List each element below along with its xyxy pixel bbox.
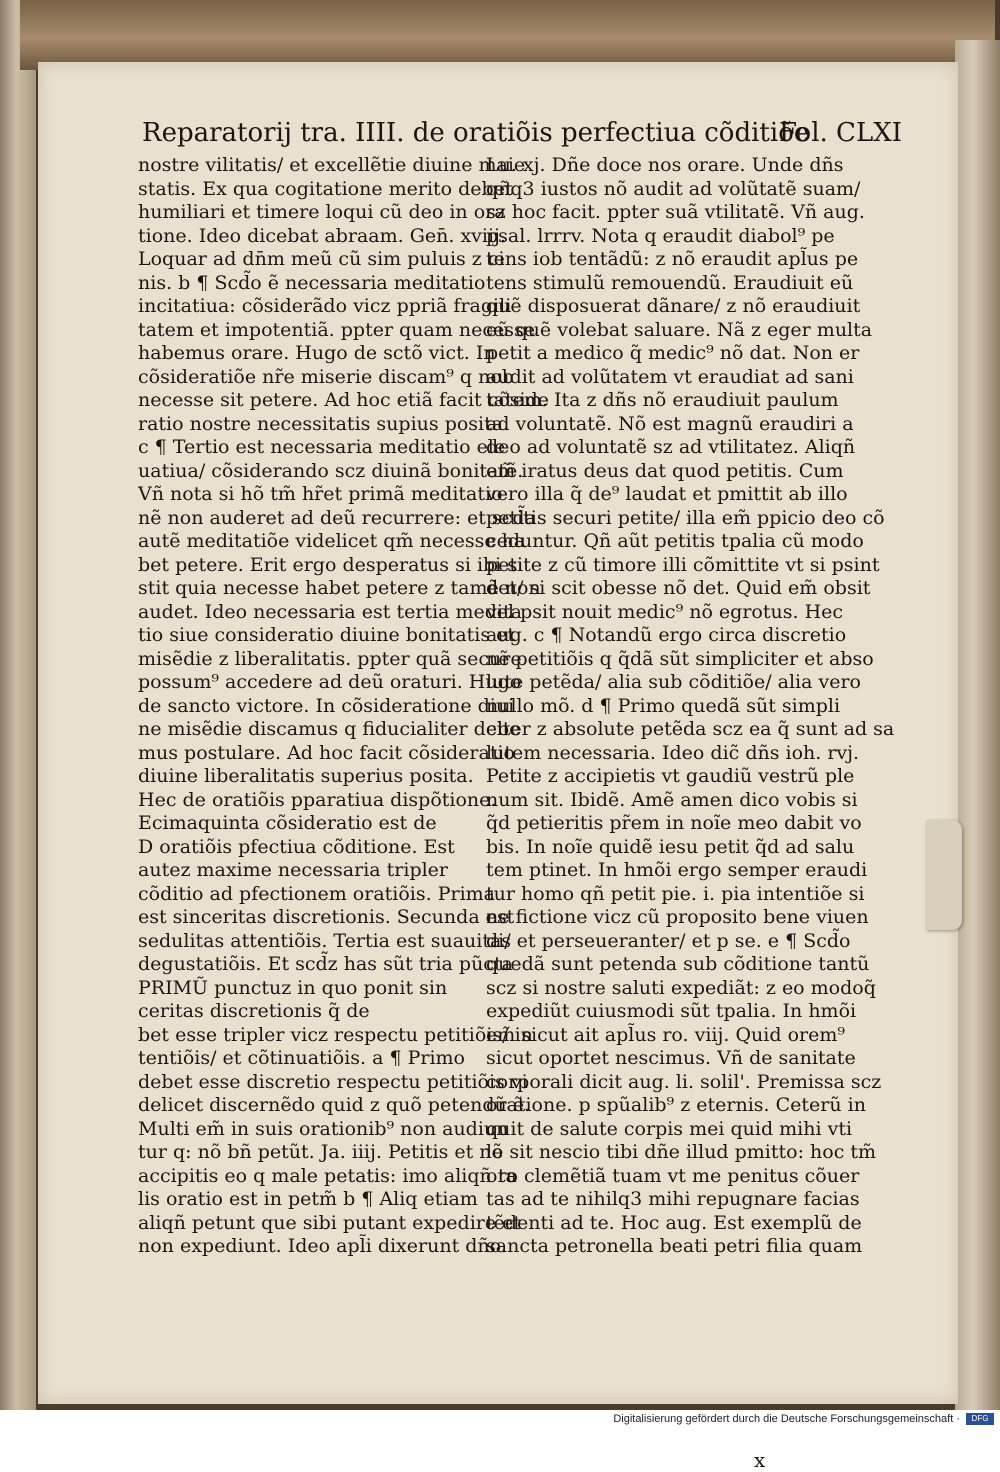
text-line: eũ quẽ volebat saluare. Nã z eger multa [486, 318, 873, 341]
text-line: quit de salute corpis mei quid mihi vti [486, 1117, 853, 1140]
text-line: nis. b ¶ Scd̃o ẽ necessaria meditatio [138, 271, 486, 294]
text-line: Ecimaquinta cõsideratio est de [138, 812, 437, 834]
text-line: nẽ non auderet ad deũ recurrere: et scd̃a [138, 506, 536, 529]
text-line: sicut oportet nescimus. Vñ de sanitate [486, 1047, 856, 1069]
left-text-column [138, 154, 550, 1259]
text-line: necesse sit petere. Ad hoc etiã facit cõside [138, 389, 550, 411]
text-line: tas ad te nihilq3 mihi repugnare facias [486, 1188, 860, 1210]
text-line: quẽ disposuerat dãnare/ z nõ eraudiuit [486, 295, 861, 317]
text-line: aliqñ petunt que sibi putant expedire et [138, 1211, 522, 1234]
text-line: corporali dicit aug. li. solil'. Premissa scz [486, 1070, 882, 1093]
text-line: stit quia necesse habet petere z tamẽ non [138, 577, 541, 599]
text-line: qñq3 iustos nõ audit ad volũtatẽ suam/ [486, 177, 861, 200]
text-line: mus postulare. Ad hoc facit cõsideratio [138, 741, 515, 764]
text-line: di/ et perseueranter/ et p se. e ¶ Scd̃o [486, 929, 851, 952]
text-line: q̃d petieritis pr̃em in noĩe meo dabit vo [486, 812, 862, 834]
text-line: habemus orare. Hugo de sctõ vict. In [138, 342, 496, 364]
page-marker-tab [926, 820, 962, 930]
folio-number: Fol. CLXI [778, 118, 902, 148]
text-line: petit a medico q̃ medic⁹ nõ dat. Non er [486, 342, 860, 364]
text-line: ne fictione vicz cũ proposito bene viuen [486, 906, 869, 928]
text-line: tatem et impotentiã. ppter quam necesse [138, 318, 535, 341]
text-line: autẽ meditatiõe videlicet qm̃ necesse ha [138, 530, 526, 552]
text-line: nẽ petitiõis q q̃dã sũt simpliciter et abso [486, 647, 874, 670]
text-line: bis. In noĩe quidẽ iesu petit q̃d ad salu [486, 835, 855, 858]
book-binding-left [0, 0, 36, 1410]
text-line: tem ptinet. In hmõi ergo semper eraudi [486, 859, 868, 881]
text-line: audit ad volũtatem vt eraudiat ad sani [486, 365, 854, 388]
text-line: ad voluntatẽ. Nõ est magnũ eraudiri a [486, 412, 854, 435]
text-line: lis oratio est in petm̃ b ¶ Aliq etiam [138, 1188, 478, 1210]
text-line: degustatiõis. Et scd̃z has sũt tria pũcta [138, 953, 513, 975]
text-line: audet. Ideo necessaria est tertia medita [138, 600, 522, 623]
right-text-column [486, 154, 895, 1259]
text-line: possum⁹ accedere ad deũ oraturi. Hugo [138, 671, 522, 693]
text-line: tur q: nõ bñ petũt. Ja. iiij. Petitis et nõ [138, 1141, 503, 1163]
running-head: Reparatorij tra. IIII. de oratiõis perfectiua cõditiõe [142, 118, 810, 148]
text-line: deo ad voluntatẽ sz ad vtilitatez. Aliqñ [486, 436, 856, 458]
text-line: bet petere. Erit ergo desperatus si ibi si [138, 553, 524, 576]
text-line: vero illa q̃ de⁹ laudat et pmittit ab illo [486, 483, 848, 505]
text-line: tione. Ideo dicebat abraam. Gen̄. xviij. [138, 224, 506, 247]
text-line: Petite z accipietis vt gaudiũ vestrũ ple [486, 765, 855, 787]
text-line: aug. c ¶ Notandũ ergo circa discretio [486, 624, 847, 646]
text-line: citer z absolute petẽda scz ea q̃ sunt ad sa [486, 718, 895, 740]
text-line: tur homo qñ petit pie. i. pia intentiõe si [486, 882, 865, 905]
text-line: ne misẽdie discamus q fiducialiter debe [138, 718, 521, 740]
text-line: c ¶ Tertio est necessaria meditatio ele [138, 436, 506, 458]
text-line: nostre vilitatis/ et excellẽtie diuine maie [138, 154, 526, 176]
text-line: Lu. xj. Dñe doce nos orare. Unde dñs [486, 154, 844, 176]
text-line: sancta petronella beati petri filia quam [486, 1235, 863, 1257]
text-line: PRIMŨ punctuz in quo ponit sin [138, 976, 448, 999]
text-line: humiliari et timere loqui cũ deo in ora [138, 201, 506, 223]
text-line: Loquar ad dn̄m meũ cũ sim puluis z ci [138, 248, 505, 270]
text-line: est sinceritas discretionis. Secunda est [138, 906, 515, 928]
catchword: x [754, 1448, 766, 1472]
text-line: delicet discernẽdo quid z quõ petendũ ẽ. [138, 1094, 531, 1116]
text-line: tentiõis/ et cõtinuatiõis. a ¶ Primo [138, 1047, 465, 1069]
text-line: incitatiua: cõsiderãdo vicz ppriã fragili [138, 295, 512, 317]
text-line: scz si nostre saluti expediãt: z eo modoq̃ [486, 976, 876, 999]
text-line: D oratiõis pfectiua cõditione. Est [138, 835, 455, 858]
text-line: Vñ nota si hõ tm̃ hr̃et primã meditatio [138, 483, 503, 505]
text-line: oratione. p spũalib⁹ z eternis. Ceterũ in [486, 1094, 866, 1116]
text-line: cõditio ad pfectionem oratiõis. Prima [138, 882, 496, 905]
text-line: accipitis eo q male petatis: imo aliqñ ta [138, 1164, 517, 1187]
text-line: tatem. Ita z dñs nõ eraudiuit paulum [486, 389, 839, 411]
text-line: ceritas discretionis q̃ de [138, 1000, 370, 1022]
text-line: bet esse tripler vicz respectu petitiõis/ in [138, 1023, 533, 1046]
text-line: uatiua/ cõsiderando scz diuinã bonitatẽ. [138, 459, 524, 482]
text-line: debet esse discretio respectu petitiõis vi [138, 1070, 528, 1093]
dfg-logo: DFG [966, 1413, 994, 1425]
text-line: ceduntur. Qñ aũt petitis tpalia cũ modo [486, 530, 864, 552]
footer-bar [0, 1410, 1000, 1429]
text-line: petite z cũ timore illi cõmittite vt si psint [486, 553, 880, 576]
text-line: det/ si scit obesse nõ det. Quid em̃ obsit [486, 577, 871, 599]
text-line: expediũt cuiusmodi sũt tpalia. In hmõi [486, 1000, 857, 1022]
text-line: oro clemẽtiã tuam vt me penitus cõuer [486, 1164, 860, 1187]
text-line: le sit nescio tibi dñe illud pmitto: hoc tm̃ [486, 1141, 877, 1163]
text-line: quedã sunt petenda sub cõditione tantũ [486, 953, 870, 975]
text-line: cõsideratiõe nr̃e miserie discam⁹ q nob [138, 365, 514, 388]
text-line: de sancto victore. In cõsideratione diui [138, 694, 515, 717]
book-cover-top-edge [20, 0, 995, 70]
book-cover-right-edge [955, 40, 1000, 1410]
text-line: nullo mõ. d ¶ Primo quedã sũt simpli [486, 694, 841, 717]
text-line: em̃ sicut ait apl̃us ro. viij. Quid orem⁹ [486, 1023, 845, 1046]
text-line: tẽdenti ad te. Hoc aug. Est exemplũ de [486, 1211, 862, 1234]
text-line: tio siue consideratio diuine bonitatis et [138, 624, 516, 646]
text-line: non expediunt. Ideo apl̃i dixerunt dño. [138, 1235, 507, 1257]
text-line: lute petẽda/ alia sub cõditiõe/ alia vero [486, 671, 861, 693]
text-line: num sit. Ibidẽ. Amẽ amen dico vobis si [486, 788, 858, 811]
text-line: autez maxime necessaria tripler [138, 859, 449, 881]
text-line: statis. Ex qua cogitatione merito debet [138, 177, 513, 200]
text-line: psal. lrrrv. Nota q eraudit diabol⁹ pe [486, 224, 835, 247]
text-line: petitis securi petite/ illa em̃ ppicio deo cõ [486, 506, 885, 529]
text-line: ratio nostre necessitatis supius posita. [138, 412, 510, 435]
text-line: diuine liberalitatis superius posita. [138, 765, 474, 787]
text-line: em̃ iratus deus dat quod petitis. Cum [486, 459, 844, 482]
text-line: sz hoc facit. ppter suã vtilitatẽ. Vñ aug. [486, 201, 865, 223]
text-line: Hec de oratiõis pparatiua dispõtione. [138, 788, 497, 811]
text-line: vel psit nouit medic⁹ nõ egrotus. Hec [486, 600, 844, 623]
funding-credit: Digitalisierung gefördert durch die Deutsche Forschungsgemeinschaft · [613, 1413, 960, 1425]
text-line: misẽdie z liberalitatis. ppter quã secure [138, 647, 522, 670]
text-line: tens iob tentãdũ: z nõ eraudit apl̃us pe [486, 248, 859, 270]
text-line: sedulitas attentiõis. Tertia est suauitas [138, 929, 512, 952]
text-line: tens stimulũ remouendũ. Eraudiuit eũ [486, 271, 854, 294]
text-line: lutem necessaria. Ideo dic̃ dñs ioh. rvj. [486, 741, 860, 764]
text-line: Multi em̃ in suis orationib⁹ non audiun [138, 1117, 509, 1140]
